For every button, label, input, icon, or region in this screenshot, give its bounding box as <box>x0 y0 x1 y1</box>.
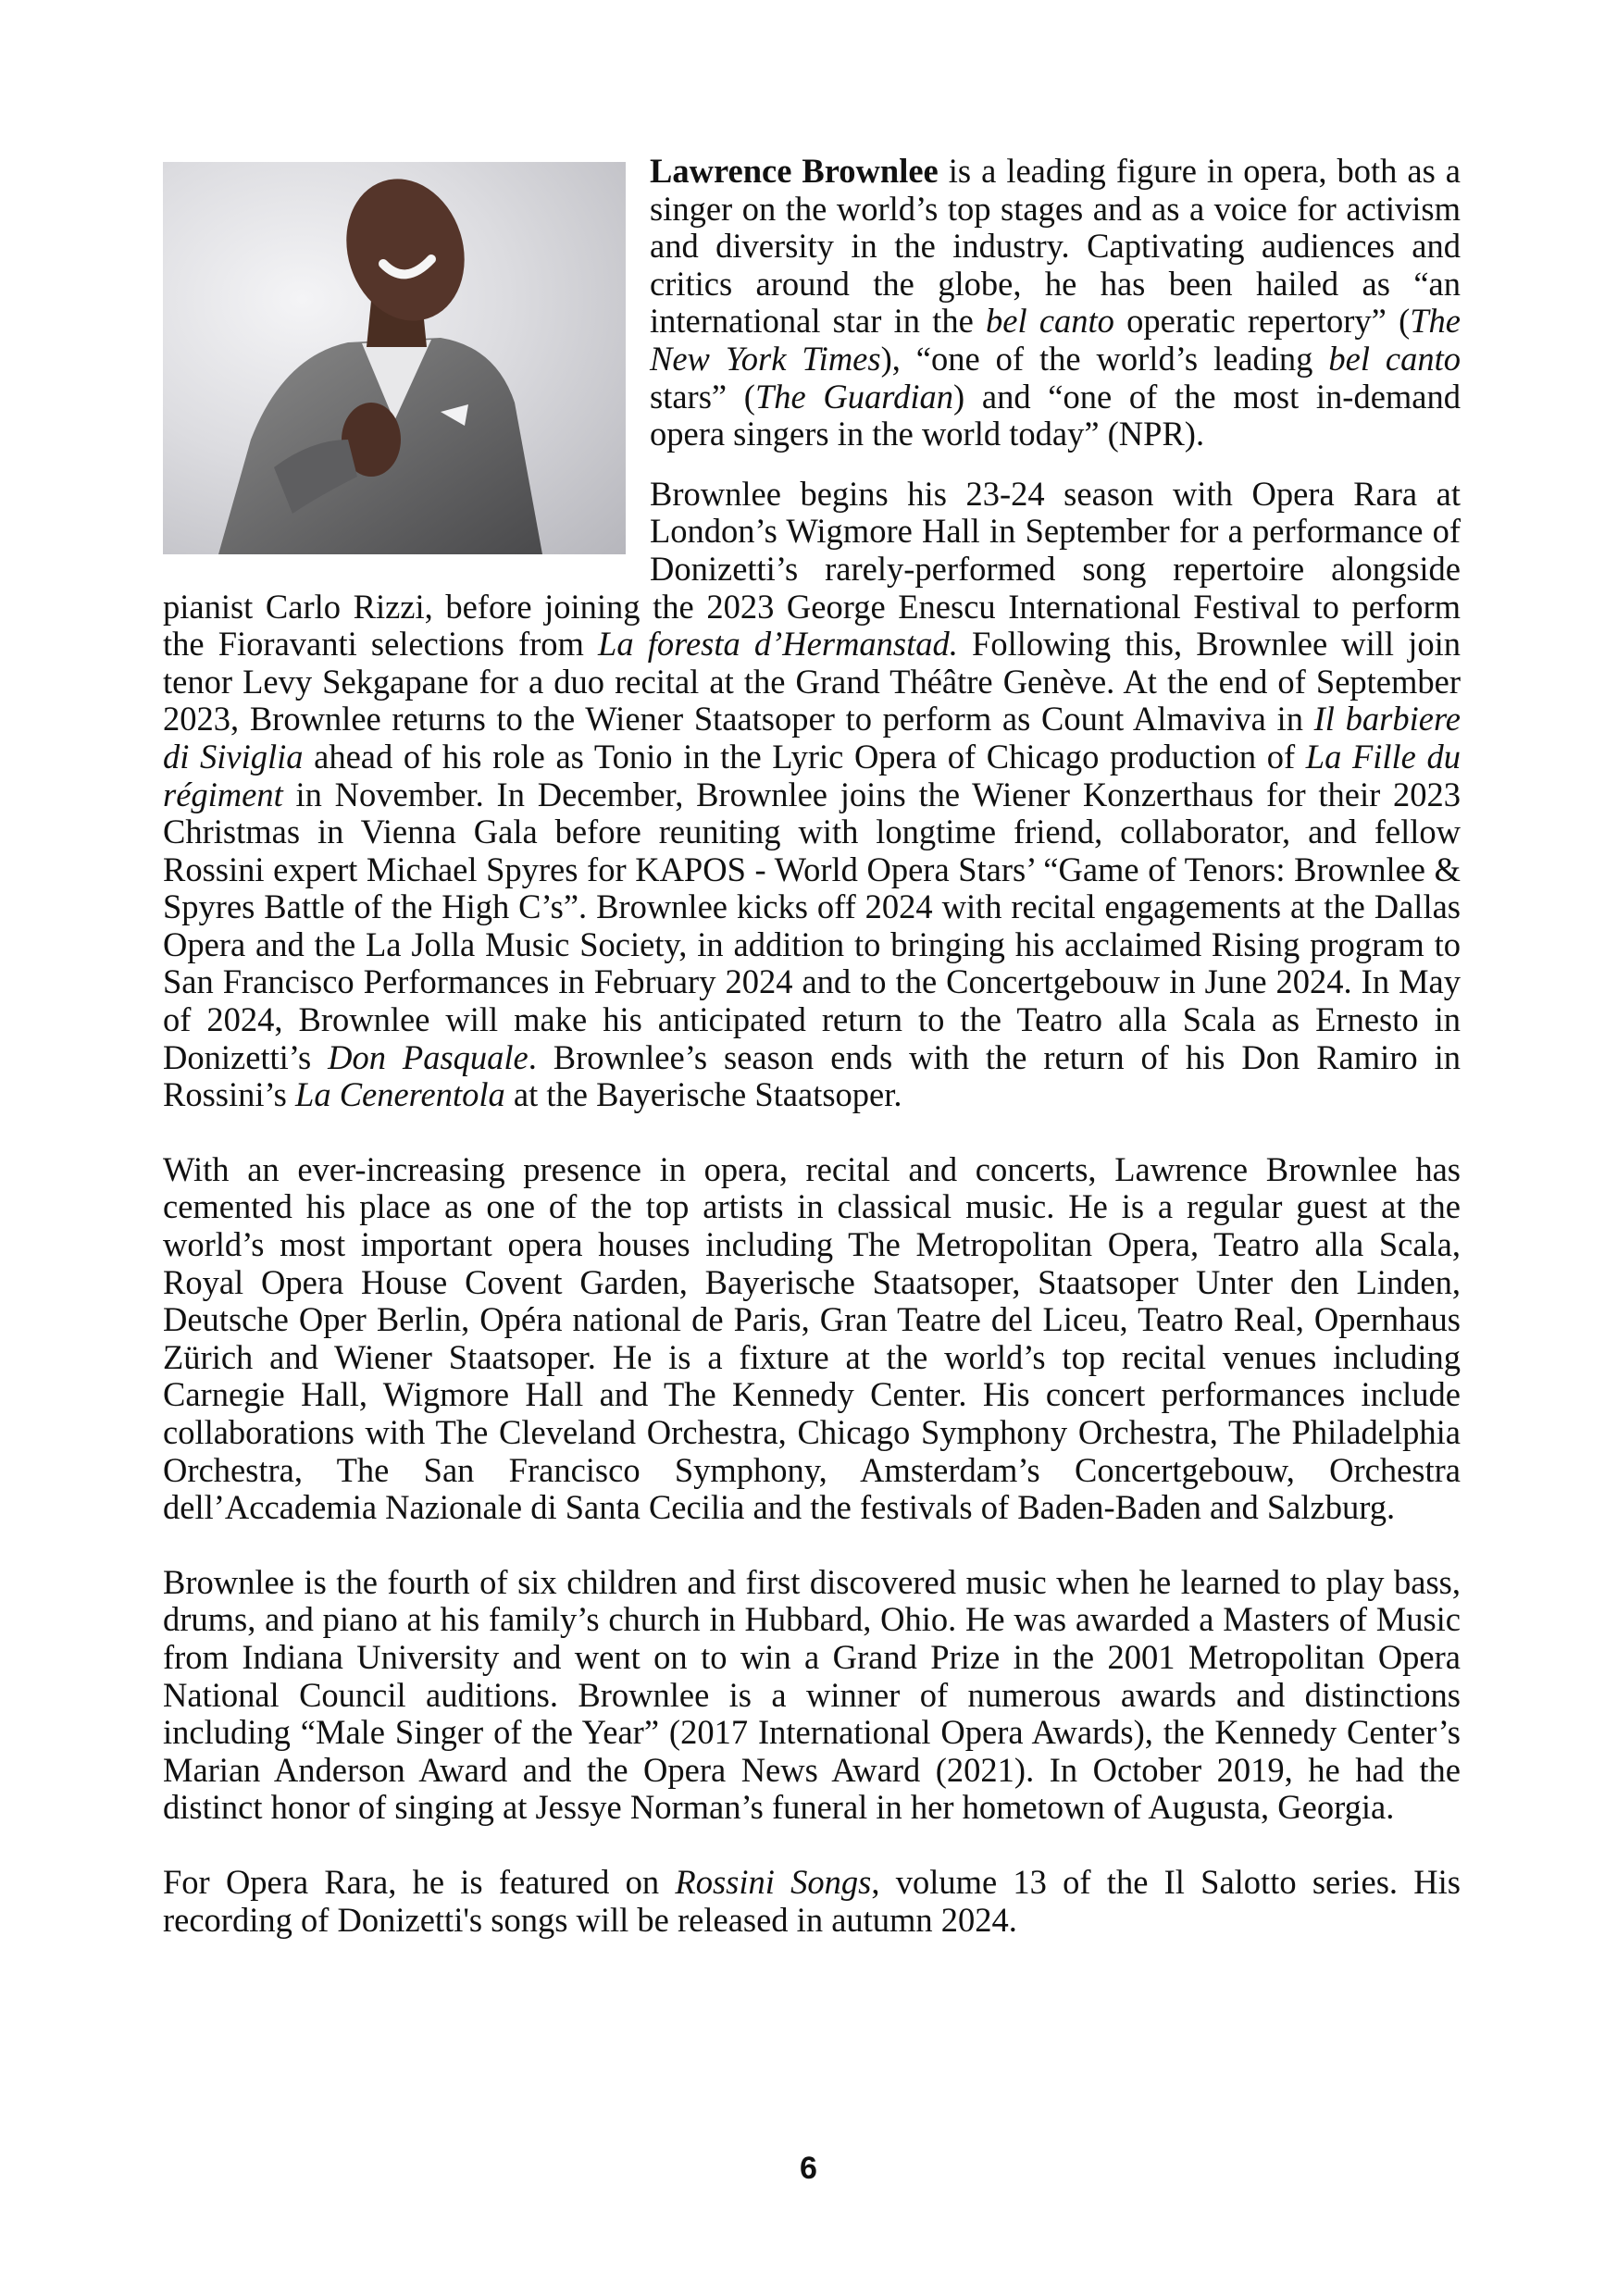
season-text-3: ahead of his role as Tonio in the Lyric Opera of Chicago production of <box>303 737 1306 776</box>
season-italic-2: Il barbiere di Siviglia <box>163 700 1461 776</box>
document-page <box>163 153 1461 1976</box>
season-text-6: at the Bayerische Staatsoper. <box>504 1075 902 1114</box>
intro-text-5: ) and “one of the most in-demand opera singers in the world today” (NPR). <box>650 377 1462 453</box>
rara-italic-1: Rossini Songs <box>675 1862 872 1901</box>
season-italic-1: La foresta d’Hermanstad. <box>598 625 958 664</box>
intro-text-4: stars” ( <box>650 377 755 416</box>
season-paragraph <box>163 476 1461 1114</box>
opera-rara-paragraph <box>163 1864 1461 1939</box>
season-text-2: Following this, Brownlee will join tenor Levy Sekgapane for a duo recital at the Grand Théâtre Genève. At the end of September 2023, Brownlee returns to the Wiener Staatsoper to perform as Count Almaviva in <box>163 625 1461 738</box>
season-italic-4: Don Pasquale <box>328 1037 529 1076</box>
intro-text-3: ), “one of the world’s leading <box>880 339 1329 378</box>
portrait-photo <box>163 162 626 554</box>
intro-italic-2: The New York Times <box>650 302 1461 378</box>
season-text-4: in November. In December, Brownlee joins the Wiener Konzerthaus for their 2023 Christmas in Vienna Gala before reuniting with longtime friend, collaborator, and fellow Rossini expert Michael Spyres for KAPOS - World Opera Stars’ “Game of Tenors: Brownlee & Spyres Battle of the High C’s”. Brownlee kicks off 2024 with recital engagements at the Dallas Opera and the La Jolla Music Society, in addition to bringing his acclaimed Rising program to San Francisco Performances in February 2024 and to the Concertgebouw in June 2024. In May of 2024, Brownlee will make his anticipated return to the Teatro alla Scala as Ernesto in Donizetti’s <box>163 775 1461 1076</box>
season-text-1: Brownlee begins his 23-24 season with Opera Rara at London’s Wigmore Hall in September for a performance of Donizetti’s rarely-performed song repertoire alongside pianist Carlo Rizzi, before joining the 2023 George Enescu International Festival to perform the Fioravanti selections from <box>163 474 1461 664</box>
rara-text-1: For Opera Rara, he is featured on <box>163 1862 676 1901</box>
intro-text-2: operatic repertory” ( <box>1113 302 1411 341</box>
intro-italic-1: bel canto <box>986 302 1114 341</box>
intro-italic-4: The Guardian <box>754 377 954 416</box>
intro-text-1: is a leading figure in opera, both as a singer on the world’s top stages and as a voice for activism and diversity in the industry. Captivating audiences and critics around the globe, he has been hailed as “an international star in the <box>650 152 1462 341</box>
portrait-photo-icon <box>163 162 626 554</box>
page-number: 6 <box>800 2151 817 2186</box>
artist-name: Lawrence Brownlee <box>650 152 939 190</box>
rara-text-2: , volume 13 of the Il Salotto series. His recording of Donizetti's songs will be released in autumn 2024. <box>163 1862 1461 1939</box>
background-paragraph: Brownlee is the fourth of six children and first discovered music when he learned to play bass, drums, and piano at his family’s church in Hubbard, Ohio. He was awarded a Masters of Music from Indiana University and went on to win a Grand Prize in the 2001 Metropolitan Opera National Council auditions. Brownlee is a winner of numerous awards and distinctions including “Male Singer of the Year” (2017 International Opera Awards), the Kennedy Center’s Marian Anderson Award and the Opera News Award (2021). In October 2019, he had the distinct honor of singing at Jessye Norman’s funeral in her hometown of Augusta, Georgia. <box>163 1562 1461 1827</box>
season-italic-5: La Cenerentola <box>295 1075 505 1114</box>
career-paragraph: With an ever-increasing presence in opera, recital and concerts, Lawrence Brownlee has cemented his place as one of the top artists in classical music. He is a regular guest at the world’s most important opera houses including The Metropolitan Opera, Teatro alla Scala, Royal Opera House Covent Garden, Bayerische Staatsoper, Staatsoper Unter den Linden, Deutsche Oper Berlin, Opéra national de Paris, Gran Teatre del Liceu, Teatro Real, Opernhaus Zürich and Wiener Staatsoper. He is a fixture at the world’s top recital venues including Carnegie Hall, Wigmore Hall and The Kennedy Center. His concert performances include collaborations with The Cleveland Orchestra, Chicago Symphony Orchestra, The Philadelphia Orchestra, The San Francisco Symphony, Amsterdam’s Concertgebouw, Orchestra dell’Accademia Nazionale di Santa Cecilia and the festivals of Baden-Baden and Salzburg. <box>163 1149 1461 1527</box>
season-text-5: . Brownlee’s season ends with the return of his Don Ramiro in Rossini’s <box>163 1037 1461 1114</box>
season-italic-3: La Fille du régiment <box>163 737 1462 813</box>
intro-italic-3: bel canto <box>1328 339 1462 378</box>
